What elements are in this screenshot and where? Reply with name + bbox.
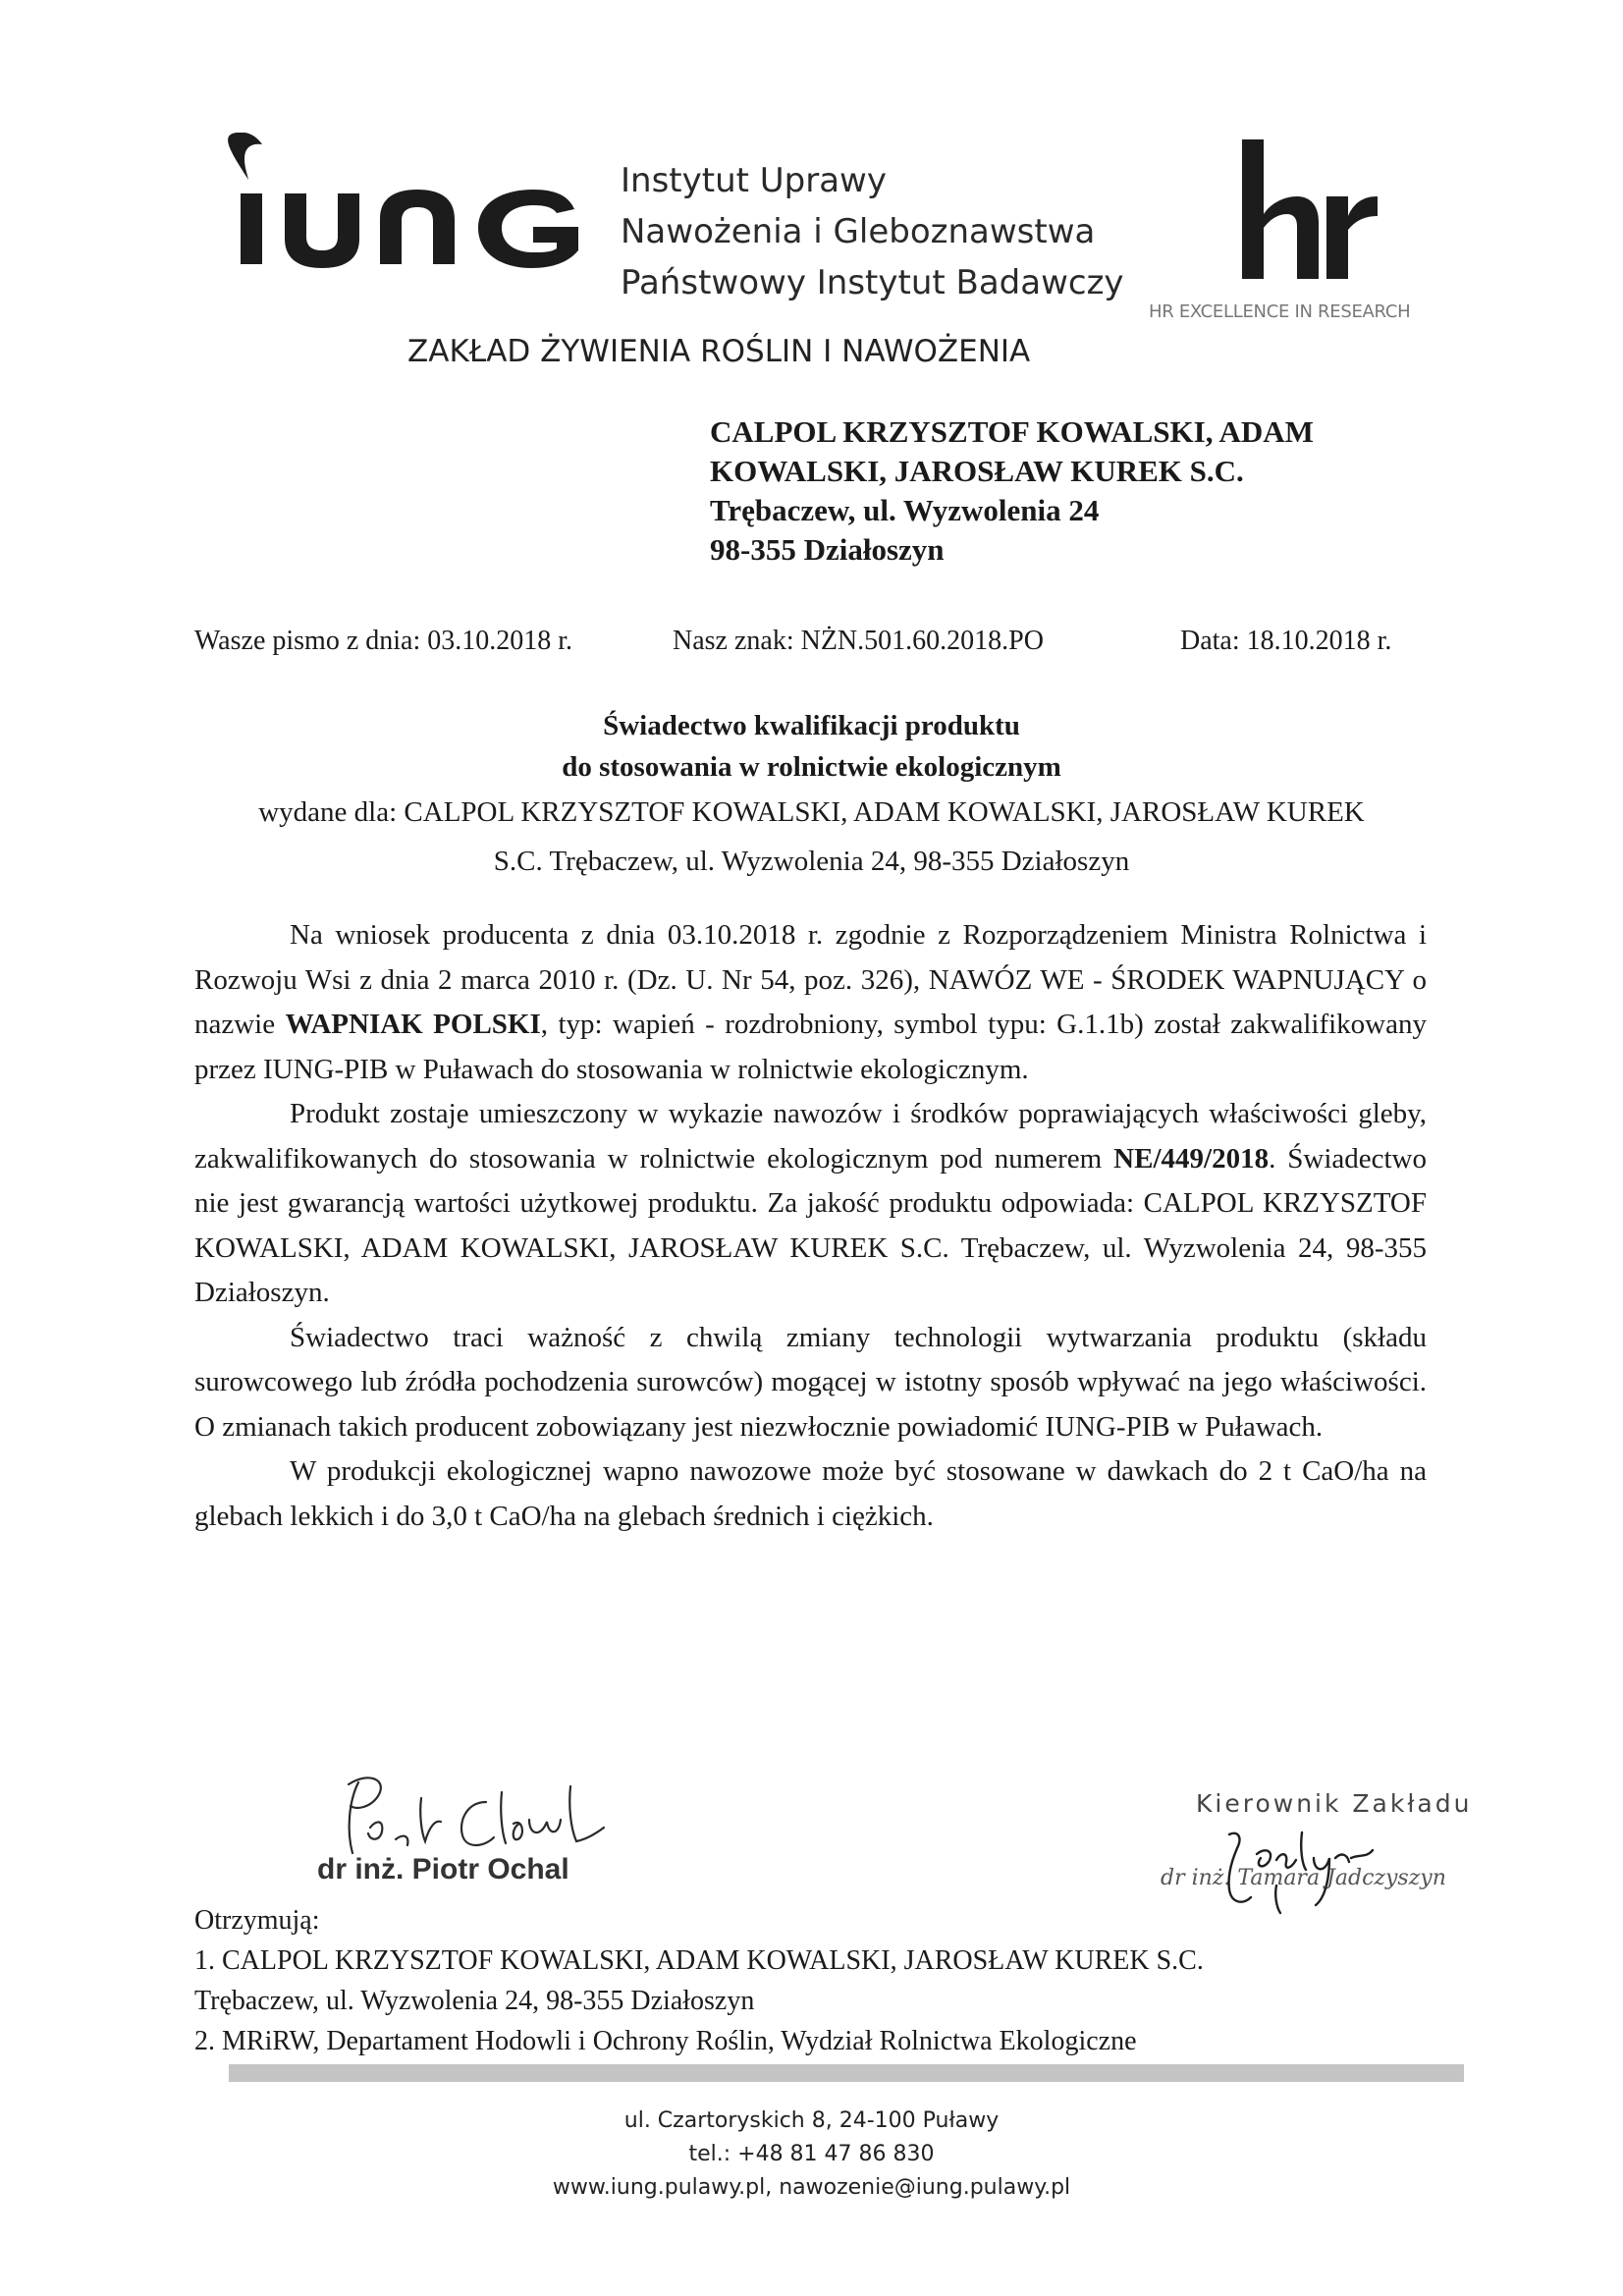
body-text: . Świadectwo nie jest gwarancją wartości użytkowej produktu. Za jakość produktu odpowiada: CALPOL KRZYSZTOF KOWALSKI, ADAM KOWALSKI, JAROSŁAW KUREK S.C. Trębaczew, ul. Wyzwolenia 24, 98-355 Działoszyn. <box>194 1142 1427 1308</box>
footer-contact <box>0 2105 1623 2205</box>
iung-logo <box>201 133 584 280</box>
addressee-line: CALPOL KRZYSZTOF KOWALSKI, ADAM <box>710 414 1314 449</box>
certificate-body <box>194 913 1427 1539</box>
footer-address: ul. Czartoryskich 8, 24-100 Puławy <box>623 2108 1000 2133</box>
our-reference: Nasz znak: NŻN.501.60.2018.PO <box>673 626 1044 656</box>
body-paragraph: Świadectwo traci ważność z chwilą zmiany technologii wytwarzania produktu (składu surowcowego lub źródła pochodzenia surowców) mogącej w istotny sposób wpływać na jego właściwości. O zmianach takich producent zobowiązany jest niezwłocznie powiadomić IUNG-PIB w Puławach. <box>194 1321 1427 1443</box>
body-text: Na wniosek producenta z dnia 03.10.2018 r. zgodnie z Rozporządzeniem Ministra Rolnictwa i Rozwoju Wsi z dnia 2 marca 2010 r. (Dz. U. Nr 54, poz. 326), NAWÓZ WE - ŚRODEK WAPNUJĄCY o nazwie <box>194 919 1427 1040</box>
signatory-left-name: dr inż. Piotr Ochal <box>317 1853 569 1886</box>
addressee-line: Trębaczew, ul. Wyzwolenia 24 <box>710 493 1100 527</box>
body-paragraph: W produkcji ekologicznej wapno nawozowe może być stosowane w dawkach do 2 t CaO/ha na glebach lekkich i do 3,0 t CaO/ha na glebach średnich i ciężkich. <box>194 1455 1427 1532</box>
body-paragraph <box>194 913 1427 1092</box>
institute-name-line: Nawożenia i Gleboznawstwa <box>621 212 1096 251</box>
body-text: , typ: wapień - rozdrobniony, symbol typu: G.1.1b) został zakwalifikowany przez IUNG-PIB w Puławach do stosowania w rolnictwie ekologicznym. <box>194 1009 1427 1085</box>
institute-name-line: Instytut Uprawy <box>621 161 887 200</box>
product-name: WAPNIAK POLSKI <box>285 1009 541 1040</box>
recipients-heading: Otrzymują: <box>194 1905 320 1936</box>
department-name: ZAKŁAD ŻYWIENIA ROŚLIN I NAWOŻENIA <box>407 334 1031 369</box>
body-paragraph <box>194 1092 1427 1316</box>
registry-number: NE/449/2018 <box>1113 1142 1270 1175</box>
issued-for-line: S.C. Trębaczew, ul. Wyzwolenia 24, 98-355 Działoszyn <box>493 846 1130 877</box>
certificate-subtitle: do stosowania w rolnictwie ekologicznym <box>562 751 1061 783</box>
certificate-title: Świadectwo kwalifikacji produktu <box>603 710 1020 741</box>
recipient-line: 1. CALPOL KRZYSZTOF KOWALSKI, ADAM KOWALSKI, JAROSŁAW KUREK S.C. <box>194 1945 1204 1976</box>
addressee-block <box>710 412 1314 570</box>
institute-name-line: Państwowy Instytut Badawczy <box>621 263 1124 302</box>
recipient-line: Trębaczew, ul. Wyzwolenia 24, 98-355 Działoszyn <box>194 1986 755 2016</box>
addressee-line: KOWALSKI, JAROSŁAW KUREK S.C. <box>710 454 1244 488</box>
your-letter-date: Wasze pismo z dnia: 03.10.2018 r. <box>194 626 573 656</box>
issued-for-line: wydane dla: CALPOL KRZYSZTOF KOWALSKI, ADAM KOWALSKI, JAROSŁAW KUREK <box>258 796 1365 828</box>
addressee-line: 98-355 Działoszyn <box>710 532 945 567</box>
recipients-block <box>194 1900 1204 2061</box>
footer-phone: tel.: +48 81 47 86 830 <box>688 2142 935 2166</box>
hr-tagline: HR EXCELLENCE IN RESEARCH <box>1149 301 1411 322</box>
institute-name <box>621 155 1124 308</box>
signatory-right-name: dr inż. Tamara Jadczyszyn <box>1161 1866 1446 1890</box>
recipient-line: 2. MRiRW, Departament Hodowli i Ochrony Roślin, Wydział Rolnictwa Ekologiczne <box>194 2026 1137 2056</box>
certificate-title-block <box>147 705 1476 886</box>
head-of-department-title: Kierownik Zakładu <box>1196 1789 1473 1818</box>
footer-web: www.iung.pulawy.pl, nawozenie@iung.pulawy.pl <box>552 2175 1071 2200</box>
document-date: Data: 18.10.2018 r. <box>1180 626 1392 656</box>
body-text: Produkt zostaje umieszczony w wykazie nawozów i środków poprawiających właściwości gleby, zakwalifikowanych do stosowania w rolnictwie ekologicznym pod numerem <box>194 1098 1427 1175</box>
hr-excellence-logo <box>1232 137 1380 285</box>
footer-divider <box>229 2064 1464 2082</box>
